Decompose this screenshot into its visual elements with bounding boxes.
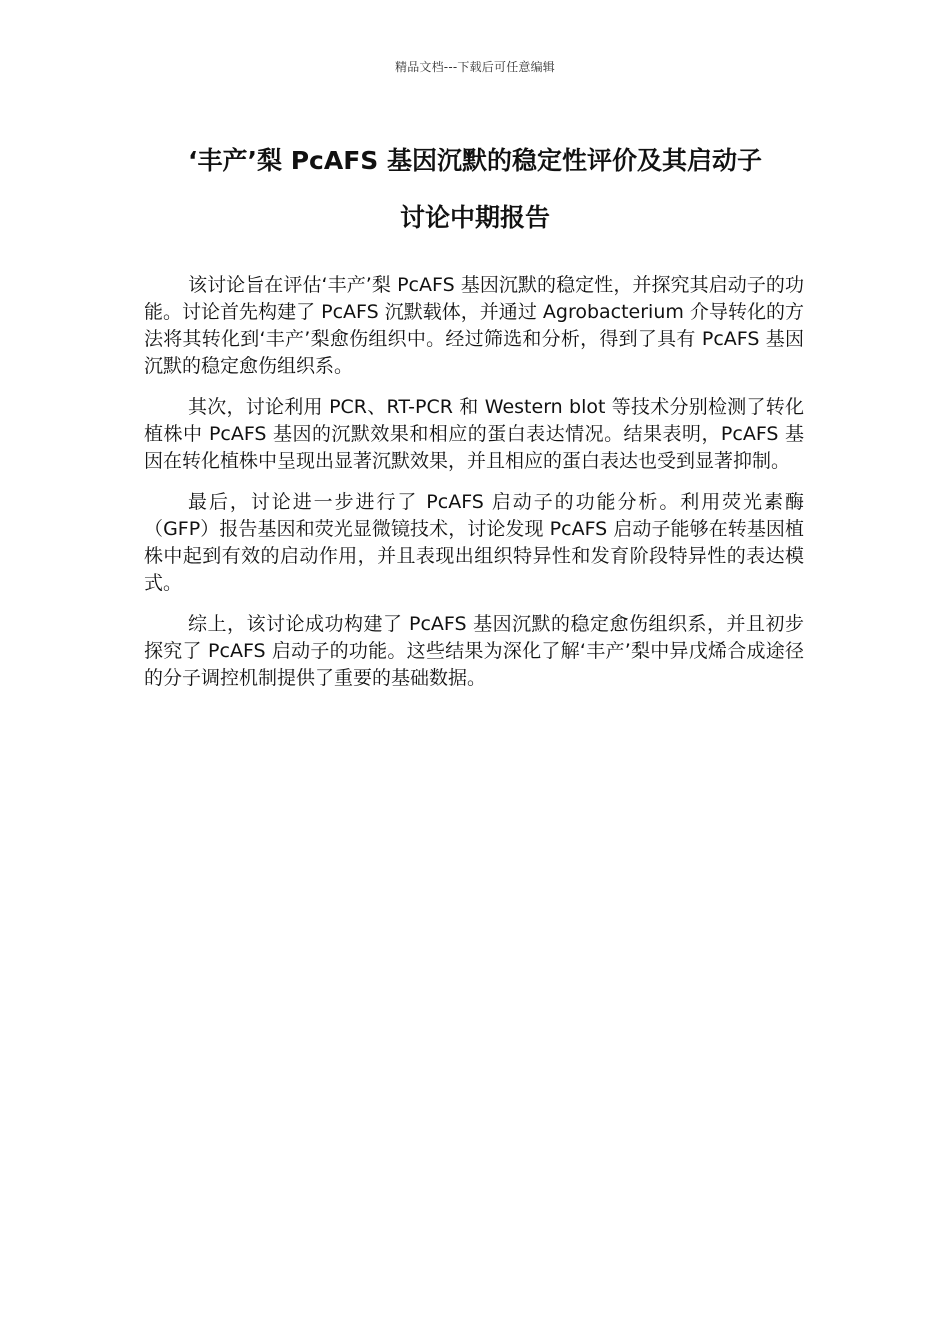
paragraph: 该讨论旨在评估‘丰产’梨 PcAFS 基因沉默的稳定性，并探究其启动子的功能。讨论首先构建了 PcAFS 沉默载体，并通过 Agrobacterium 介导转化的方法将其转化到‘丰产’梨愈伤组织中。经过筛选和分析，得到了具有 PcAFS 基因沉默的稳定愈伤组织系。 — [144, 274, 804, 377]
header-note: 精品文档---下载后可任意编辑 — [395, 60, 555, 74]
paragraph: 最后，讨论进一步进行了 PcAFS 启动子的功能分析。利用荧光素酶（GFP）报告基因和荧光显微镜技术，讨论发现 PcAFS 启动子能够在转基因植株中起到有效的启动作用，并且表现出组织特异性和发育阶段特异性的表达模式。 — [144, 491, 804, 594]
title-line-1: ‘丰产’梨 PcAFS 基因沉默的稳定性评价及其启动子 — [188, 146, 762, 175]
document-title — [120, 132, 830, 246]
document-body — [144, 272, 804, 706]
title-line-2: 讨论中期报告 — [399, 203, 550, 232]
paragraph: 综上，该讨论成功构建了 PcAFS 基因沉默的稳定愈伤组织系，并且初步探究了 PcAFS 启动子的功能。这些结果为深化了解‘丰产’梨中异戊烯合成途径的分子调控机制提供了重要的基础数据。 — [144, 613, 804, 689]
paragraph: 其次，讨论利用 PCR、RT-PCR 和 Western blot 等技术分别检测了转化植株中 PcAFS 基因的沉默效果和相应的蛋白表达情况。结果表明，PcAFS 基因在转化植株中呈现出显著沉默效果，并且相应的蛋白表达也受到显著抑制。 — [144, 396, 804, 472]
